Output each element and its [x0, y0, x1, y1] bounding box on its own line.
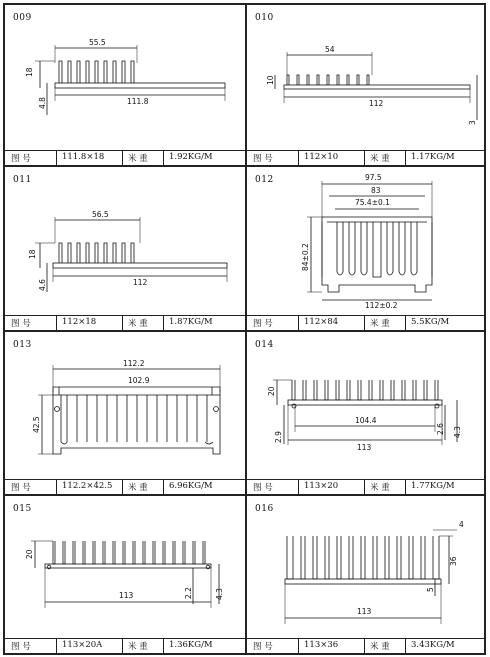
profile-card-011 [4, 166, 246, 331]
weight-value: 1.87KG/M [169, 317, 213, 327]
profile-footer [247, 150, 484, 165]
dim-e: 2.6 [436, 423, 445, 435]
profile-footer [5, 315, 245, 330]
dim-d: 3 [468, 120, 477, 125]
weight-label: 米 重 [370, 319, 390, 329]
dim-b: 36 [449, 556, 458, 566]
weight-value: 3.43KG/M [411, 640, 455, 650]
profile-footer [5, 479, 245, 494]
profile-card-015 [4, 495, 246, 654]
profile-id: 016 [255, 504, 274, 514]
weight-label: 米 重 [370, 642, 390, 652]
weight-label: 米 重 [370, 154, 390, 164]
dim-a: 112.2 [123, 359, 145, 368]
weight-value: 6.96KG/M [169, 481, 213, 491]
dim-c: 2.2 [184, 587, 193, 599]
weight-label: 米 重 [128, 642, 148, 652]
dim-a: 4 [459, 520, 464, 529]
dim-e: 112±0.2 [365, 301, 398, 310]
dim-d: 2.9 [274, 431, 283, 443]
model-label: 图 号 [253, 642, 273, 652]
dim-b: 83 [371, 186, 381, 195]
dim-a: 20 [25, 549, 34, 559]
dim-c: 42.5 [32, 416, 41, 433]
profile-id: 009 [13, 13, 32, 23]
profile-id: 013 [13, 340, 32, 350]
dim-a: 54 [325, 45, 335, 54]
dim-b: 102.9 [128, 376, 150, 385]
dim-b: 112 [369, 99, 384, 108]
model-label: 图 号 [253, 319, 273, 329]
profile-id: 011 [13, 175, 32, 185]
profile-drawing-011 [5, 167, 247, 332]
dim-d: 84±0.2 [301, 243, 310, 271]
profile-drawing-012 [247, 167, 486, 332]
profile-id: 014 [255, 340, 274, 350]
model-value: 112×84 [304, 317, 339, 327]
dim-d: 5 [426, 587, 435, 592]
model-value: 111.8×18 [62, 152, 105, 162]
profile-drawing-013 [5, 332, 247, 496]
dim-f: 4.3 [453, 426, 462, 438]
profile-footer [247, 315, 484, 330]
dim-a: 56.5 [92, 210, 109, 219]
model-label: 图 号 [11, 483, 31, 493]
model-label: 图 号 [11, 319, 31, 329]
model-label: 图 号 [253, 154, 273, 164]
profile-drawing-016 [247, 496, 486, 655]
dim-c: 18 [25, 67, 34, 77]
profile-drawing-009 [5, 5, 247, 167]
weight-label: 米 重 [128, 483, 148, 493]
dim-c: 113 [357, 607, 372, 616]
weight-label: 米 重 [128, 319, 148, 329]
profile-card-009 [4, 4, 246, 166]
profile-footer [5, 638, 245, 653]
weight-value: 1.77KG/M [411, 481, 455, 491]
model-label: 图 号 [11, 642, 31, 652]
model-value: 113×20 [304, 481, 339, 491]
catalog-sheet [3, 3, 486, 655]
dim-c: 18 [28, 249, 37, 259]
profile-footer [247, 638, 484, 653]
profile-footer [5, 150, 245, 165]
model-value: 112×18 [62, 317, 97, 327]
dim-b: 104.4 [355, 416, 377, 425]
dim-b: 113 [119, 591, 134, 600]
dim-b: 112 [133, 278, 148, 287]
profile-footer [247, 479, 484, 494]
model-value: 113×20A [62, 640, 103, 650]
model-value: 112.2×42.5 [62, 481, 113, 491]
model-label: 图 号 [253, 483, 273, 493]
dim-c: 10 [266, 75, 275, 85]
weight-value: 1.36KG/M [169, 640, 213, 650]
dim-d: 4.6 [38, 279, 47, 291]
profile-drawing-010 [247, 5, 486, 167]
dim-c: 113 [357, 443, 372, 452]
model-value: 112×10 [304, 152, 339, 162]
dim-c: 75.4±0.1 [355, 198, 390, 207]
weight-value: 1.92KG/M [169, 152, 213, 162]
profile-card-016 [246, 495, 485, 654]
dim-d: 4.3 [215, 588, 224, 600]
model-value: 113×36 [304, 640, 339, 650]
profile-id: 010 [255, 13, 274, 23]
profile-card-012 [246, 166, 485, 331]
dim-a: 55.5 [89, 38, 106, 47]
weight-label: 米 重 [128, 154, 148, 164]
profile-drawing-014 [247, 332, 486, 496]
profile-card-014 [246, 331, 485, 495]
weight-value: 5.5KG/M [411, 317, 450, 327]
dim-a: 20 [267, 386, 276, 396]
profile-card-010 [246, 4, 485, 166]
profile-drawing-015 [5, 496, 247, 655]
dim-a: 97.5 [365, 173, 382, 182]
weight-value: 1.17KG/M [411, 152, 455, 162]
profile-card-013 [4, 331, 246, 495]
weight-label: 米 重 [370, 483, 390, 493]
profile-id: 012 [255, 175, 274, 185]
dim-b: 111.8 [127, 97, 149, 106]
model-label: 图 号 [11, 154, 31, 164]
dim-d: 4.8 [38, 97, 47, 109]
profile-id: 015 [13, 504, 32, 514]
